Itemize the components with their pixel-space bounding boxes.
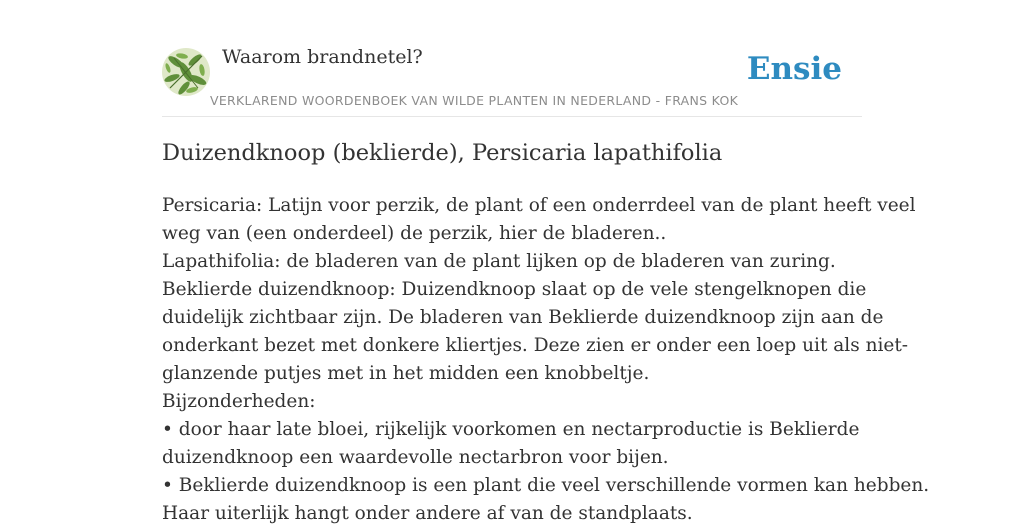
site-subtitle[interactable]: VERKLAREND WOORDENBOEK VAN WILDE PLANTEN IN NEDERLAND - FRANS KOK <box>210 93 739 108</box>
site-title[interactable]: Waarom brandnetel? <box>222 46 423 68</box>
entry-text-line: Beklierde duizendknoop: Duizendknoop slaat op de vele stengelknopen die <box>162 279 867 300</box>
entry-text-line: weg van (een onderdeel) de perzik, hier de bladeren.. <box>162 223 667 244</box>
entry-text-line: duidelijk zichtbaar zijn. De bladeren van Beklierde duizendknoop zijn aan de <box>162 307 884 328</box>
entry-text-line: Persicaria: Latijn voor perzik, de plant of een onderrdeel van de plant heeft veel <box>162 195 916 216</box>
entry-text-line: • door haar late bloei, rijkelijk voorkomen en nectarproductie is Beklierde <box>162 419 860 440</box>
entry-text-line: glanzende putjes met in het midden een knobbeltje. <box>162 363 650 384</box>
brand-logo[interactable]: Ensie <box>746 51 842 87</box>
site-header <box>162 44 862 117</box>
entry-text-line: duizendknoop een waardevolle nectarbron voor bijen. <box>162 447 669 468</box>
entry-text-line: onderkant bezet met donkere kliertjes. Deze zien er onder een loep uit als niet- <box>162 335 909 356</box>
entry-text-line: • Beklierde duizendknoop is een plant die veel verschillende vormen kan hebben. <box>162 475 930 496</box>
entry-body <box>162 192 930 528</box>
entry-text-line: Bijzonderheden: <box>162 391 316 412</box>
entry-text-line: Haar uiterlijk hangt onder andere af van de standplaats. <box>162 503 693 524</box>
entry-title: Duizendknoop (beklierde), Persicaria lapathifolia <box>162 140 723 166</box>
entry-text-line: Lapathifolia: de bladeren van de plant lijken op de bladeren van zuring. <box>162 251 836 272</box>
plant-leaves-icon[interactable] <box>162 48 210 96</box>
